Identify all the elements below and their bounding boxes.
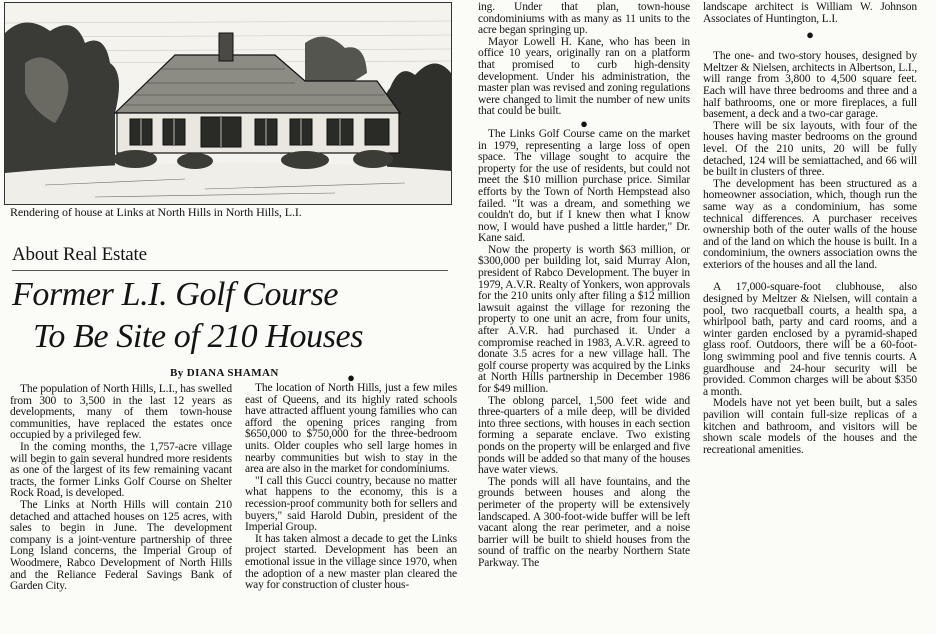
paragraph: In the coming months, the 1,757-acre village will begin to gain several hundred more residents as one of the largest of its few remaining vacant tracts, the former Links Golf Course on Shelter Rock Road, is developed. xyxy=(10,440,232,500)
paragraph: The one- and two-story houses, designed by Meltzer & Nielsen, architects in Albertson, L.I., will range from 3,800 to 4,500 square feet. Each will have three bedrooms and three and a half bathrooms, one or more fireplaces, a full basement, a deck and a two-car garage. xyxy=(703,50,917,121)
paragraph: Models have not yet been built, but a sales pavilion will contain full-size replicas of a kitchen and bathroom, and visitors will be shown scale models of the houses and the recreational amenities. xyxy=(703,397,917,456)
article-column-2 xyxy=(245,372,457,632)
bullet-separator: ● xyxy=(347,372,355,385)
headline-line-2: To Be Site of 210 Houses xyxy=(33,318,364,355)
paragraph: The development has been structured as a homeowner association, which, though run the same way as a condominium, has some technical differences. A purchaser receives ownership both of the outer walls of the house and of the land on which the house is built. In a condominium, the owners association owns the exteriors of the houses and all the land. xyxy=(703,177,917,271)
paragraph: The Links at North Hills will contain 210 detached and attached houses on 125 acres, with sales to begin in June. The development company is a joint-venture partnership of three Long Island concerns, the Imperial Group of Woodmere, Rabco Development of North Hills and the Reliance Federal Savings Bank of Garden City. xyxy=(10,498,232,593)
paragraph: landscape architect is William W. Johnson Associates of Huntington, L.I. xyxy=(703,2,917,25)
bullet-separator: ● xyxy=(580,115,588,131)
house-rendering-image xyxy=(4,2,452,205)
article-column-4 xyxy=(703,2,917,634)
paragraph: A 17,000-square-foot clubhouse, also designed by Meltzer & Nielsen, will contain a pool, two racquetball courts, a health spa, a whirlpool bath, party and card rooms, and a winter garden enclosed by a pyramid-shaped glass roof. Outdoors, there will be a 60-foot-long swimming pool and five tennis courts. A guardhouse and 24-hour security will be provided. Common charges will be about $350 a month. xyxy=(703,281,917,398)
byline: By DIANA SHAMAN xyxy=(170,367,279,379)
paragraph: ing. Under that plan, town-house condominiums with as many as 11 units to the acre began springing up. xyxy=(478,2,690,37)
photo-caption: Rendering of house at Links at North Hills in North Hills, L.I. xyxy=(10,205,302,219)
paragraph: The location of North Hills, just a few miles east of Queens, and its highly rated schools have attracted affluent young families who can afford the opening prices ranging from $650,000 to $750,000 for the three-bedroom units. Older couples who sell large homes in nearby communities but wish to stay in the area are also in the market for condominiums. xyxy=(245,382,457,476)
paragraph: Now the property is worth $63 million, or $300,000 per building lot, said Murray Alon, president of Rabco Development. The buyer in 1979, A.V.R. Realty of Yonkers, won approvals for the 210 units only after filing a $12 million lawsuit against the village for rezoning the property to one unit an acre, from four units, after A.V.R. had purchased it. Under a compromise reached in 1983, A.V.R. agreed to donate 3.5 acres for a new village hall. The golf course property was acquired by the Links at North Hills partnership in December 1986 for $49 million. xyxy=(478,243,690,395)
paragraph: It has taken almost a decade to get the Links project started. Development has been an emotional issue in the village since 1970, when the adoption of a new master plan cleared the way for construction of cluster hous- xyxy=(245,532,457,592)
paragraph: The population of North Hills, L.I., has swelled from 300 to 3,500 in the last 12 years as developments, many of them town-house communities, have replaced the estates once occupied by a privileged few. xyxy=(10,384,232,442)
paragraph: Mayor Lowell H. Kane, who has been in office 10 years, originally ran on a platform that promised to curb high-density development. Under his administration, the master plan was revised and zoning regulations were changed to limit the number of new units that could be built. xyxy=(478,35,690,118)
section-rule xyxy=(12,270,448,271)
headline-line-1: Former L.I. Golf Course xyxy=(12,276,339,313)
paragraph: "I call this Gucci country, because no matter what happens to the economy, this is a recession-proof community both for sellers and buyers," said Harold Dubin, president of the Imperial Group. xyxy=(245,474,457,534)
bullet-separator: ● xyxy=(806,27,814,43)
paragraph: The ponds will all have fountains, and the grounds between houses and along the perimeter of the property will be extensively landscaped. A 300-foot-wide buffer will be left vacant along the rear perimeter, and a noise barrier will be built to shield houses from the sound of traffic on the nearby Northern State Parkway. The xyxy=(478,475,690,569)
article-column-1 xyxy=(10,384,232,632)
section-heading: About Real Estate xyxy=(12,244,147,265)
paragraph: The oblong parcel, 1,500 feet wide and three-quarters of a mile deep, will be divided into three sections, with houses in each section forming a separate enclave. Two existing ponds on the property will be enlarged and five ponds will be added so that many of the houses have water views. xyxy=(478,394,690,477)
paragraph: The Links Golf Course came on the market in 1979, representing a large loss of open space. The village sought to acquire the property for the use of residents, but could not meet the $10 million purchase price. Similar efforts by the Town of North Hempstead also failed. "It was a dream, and something we couldn't do, but if I knew then what I know now, I would have pushed a little harder," Dr. Kane said. xyxy=(478,127,690,245)
paragraph: There will be six layouts, with four of the houses having master bedrooms on the ground level. Of the 210 units, 20 will be fully detached, 124 will be semiattached, and 66 will be built in clusters of three. xyxy=(703,119,917,179)
article-column-3 xyxy=(478,2,690,634)
